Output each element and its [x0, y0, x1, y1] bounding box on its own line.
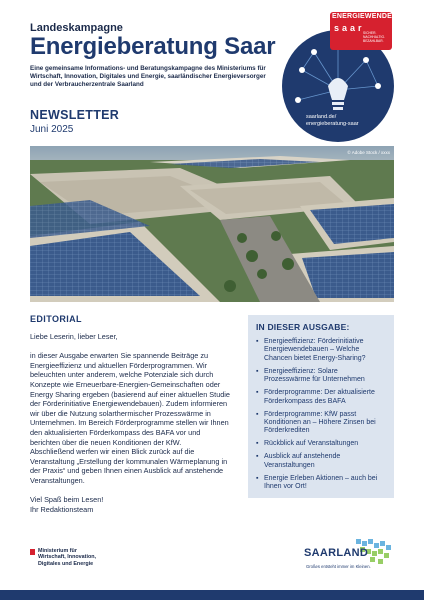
- newsletter-label: NEWSLETTER: [30, 108, 120, 122]
- issue-item[interactable]: ▪ Energieeffizienz: Solare Prozesswärme für Unternehmen: [256, 368, 386, 385]
- editorial-greeting: Liebe Leserin, lieber Leser,: [30, 332, 118, 341]
- ministry-name: [38, 548, 96, 567]
- emblem-claim: SICHER. NACHHALTIG. BEZAHLBAR.: [363, 31, 385, 43]
- campaign-kicker: Landeskampagne: [30, 22, 123, 34]
- newsletter-date: Juni 2025: [30, 124, 74, 135]
- page-title: Energieberatung Saar: [30, 33, 276, 60]
- issue-item[interactable]: ▪ Rückblick auf Veranstaltungen: [256, 440, 386, 448]
- issue-item[interactable]: ▪ Förderprogramme: Der aktualisierte Förderkompass des BAFA: [256, 389, 386, 406]
- solar-factory-roof-photo: [30, 146, 394, 302]
- editorial-signoff-1: Viel Spaß beim Lesen!: [30, 495, 104, 505]
- photo-credit: © Adobe Stock / xxxx: [347, 150, 390, 155]
- saarland-wordmark: SAARLAND: [304, 547, 369, 559]
- emblem-brand: ENERGIEWENDE: [332, 13, 392, 20]
- ministry-line-3: Digitales und Energie: [38, 560, 94, 567]
- issue-item[interactable]: ▪ Energieeffizienz: Förderinitiative Energiewendebauen – Welche Chancen bietet Energy-Sharing?: [256, 338, 386, 363]
- emblem-url-line1[interactable]: saarland.de/: [306, 114, 337, 120]
- editorial-signoff-2: Ihr Redaktionsteam: [30, 504, 94, 514]
- top-band: [0, 0, 424, 4]
- campaign-subtitle: Eine gemeinsame Informations- und Beratungskampagne des Ministeriums für Wirtschaft, Innovation, Digitales und Energie, saarländischer Energieversorger und der Verbraucherzentrale Saarland: [30, 65, 266, 88]
- energiewende-saar-logo: [280, 10, 396, 146]
- saarland-logo: [300, 537, 396, 573]
- issue-contents-box: [248, 315, 394, 498]
- editorial-text: [30, 332, 230, 514]
- ministry-line-1: Ministerium für: [38, 548, 77, 554]
- ministry-mark-icon: [30, 549, 35, 555]
- editorial-body: in dieser Ausgabe erwarten Sie spannende Beiträge zu Energieeffizienz und aktuellen Förderprogrammen. Wir beleuchten unter anderem, welche Potenziale sich durch Konzepte wie Erneuerbare-Energien-Gemeinschaften oder Energy Sharing ergeben (basierend auf einer aktuellen Studie der Förderinitiative Energiewendebauen). Zudem informieren wir über die Nutzung solarthermischer Prozesswärme in Unternehmen. Im Bereich Förderprogramme stellen wir Ihnen den aktualisierten Förderkompass des BAFA vor und berichten über die neuen Konditionen der KfW.: [30, 351, 230, 447]
- editorial-heading: EDITORIAL: [30, 314, 82, 324]
- bottom-band: [0, 590, 424, 600]
- editorial-closing: Abschließend werfen wir einen Blick zurück auf die Veranstaltung „Erstellung der kommunalen Wärmeplanung in der Praxis“ und geben Ihnen einen Ausblick auf anstehende Veranstaltungen.: [30, 447, 228, 485]
- emblem-region: saar: [334, 23, 365, 33]
- emblem-url-line2[interactable]: energieberatung-saar: [306, 121, 359, 127]
- issue-item[interactable]: ▪ Ausblick auf anstehende Veranstaltungen: [256, 453, 386, 470]
- saarland-tagline: Großes entsteht immer im Kleinen.: [306, 564, 371, 569]
- issue-item[interactable]: ▪ Energie Erleben Aktionen – auch bei Ihnen vor Ort!: [256, 475, 386, 492]
- solar-roof-photo: [30, 146, 394, 302]
- issue-item[interactable]: ▪ Förderprogramme: KfW passt Konditionen an – Höhere Zinsen bei Förderkrediten: [256, 411, 386, 436]
- issue-list: [256, 338, 386, 492]
- issue-box-heading: IN DIESER AUSGABE:: [256, 322, 350, 332]
- ministry-line-2: Wirtschaft, Innovation,: [38, 554, 97, 561]
